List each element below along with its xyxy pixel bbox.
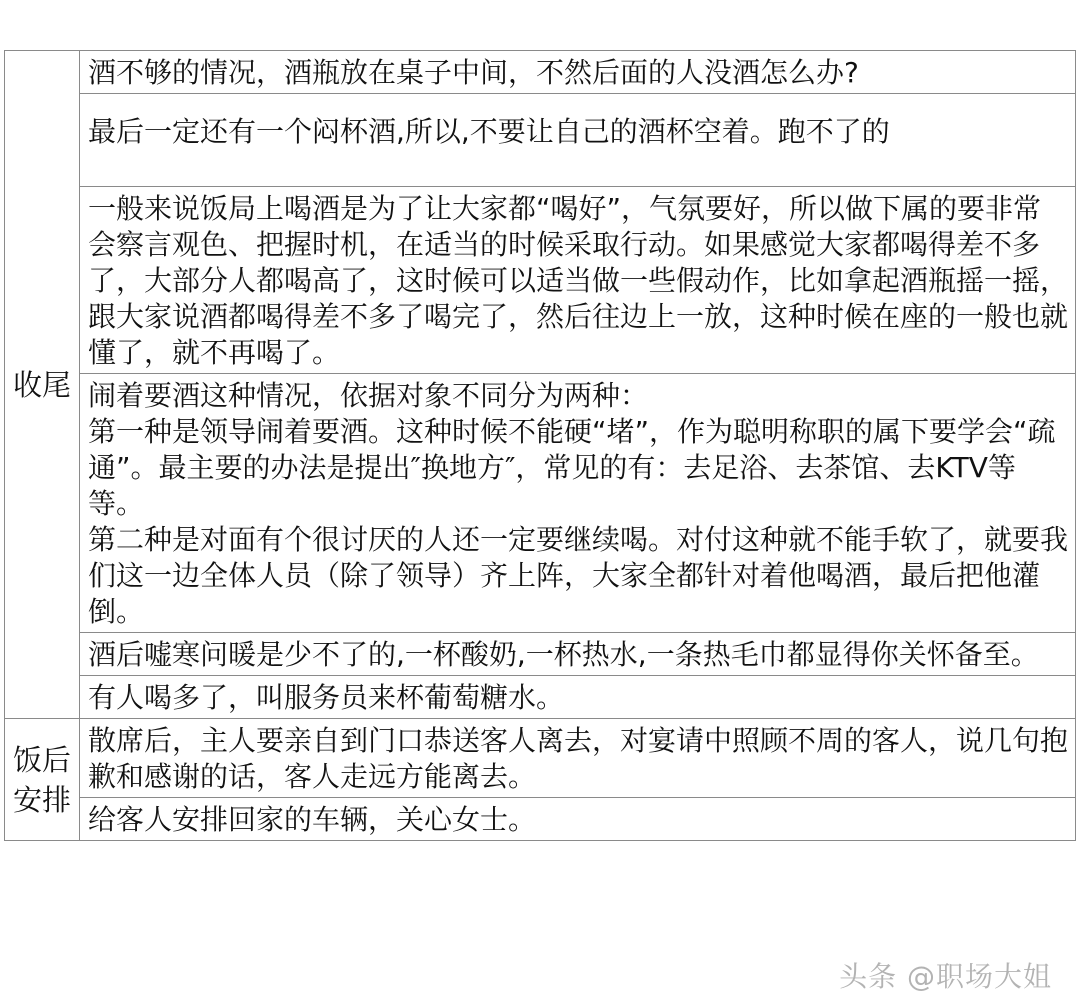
table-row xyxy=(5,187,1076,374)
table-cell: 有人喝多了，叫服务员来杯葡萄糖水。 xyxy=(80,676,1076,719)
table-row xyxy=(5,633,1076,676)
table-row xyxy=(5,676,1076,719)
table-row xyxy=(5,374,1076,633)
etiquette-table xyxy=(4,50,1076,841)
table-cell: 酒不够的情况，酒瓶放在桌子中间，不然后面的人没酒怎么办? xyxy=(80,51,1076,94)
table-cell: 给客人安排回家的车辆，关心女士。 xyxy=(80,798,1076,841)
table-cell: 最后一定还有一个闷杯酒,所以,不要让自己的酒杯空着。跑不了的 xyxy=(80,94,1076,187)
table-row xyxy=(5,719,1076,798)
table-cell: 酒后嘘寒问暖是少不了的,一杯酸奶,一杯热水,一条热毛巾都显得你关怀备至。 xyxy=(80,633,1076,676)
table-row xyxy=(5,51,1076,94)
category-cell-closing: 收尾 xyxy=(5,51,80,719)
table-cell: 闹着要酒这种情况，依据对象不同分为两种： 第一种是领导闹着要酒。这种时候不能硬“堵”，作为聪明称职的属下要学会“疏通”。最主要的办法是提出″换地方″，常见的有：去足浴、去茶馆、去KTV等等。 第二种是对面有个很讨厌的人还一定要继续喝。对付这种就不能手软了，就要我们这一边全体人员（除了领导）齐上阵，大家全都针对着他喝酒，最后把他灌倒。 xyxy=(80,374,1076,633)
table-cell: 散席后，主人要亲自到门口恭送客人离去，对宴请中照顾不周的客人，说几句抱歉和感谢的话，客人走远方能离去。 xyxy=(80,719,1076,798)
table-cell: 一般来说饭局上喝酒是为了让大家都“喝好”，气氛要好，所以做下属的要非常会察言观色、把握时机，在适当的时候采取行动。如果感觉大家都喝得差不多了，大部分人都喝高了，这时候可以适当做一些假动作，比如拿起酒瓶摇一摇，跟大家说酒都喝得差不多了喝完了，然后往边上一放，这种时候在座的一般也就懂了，就不再喝了。 xyxy=(80,187,1076,374)
watermark: 头条 @职场大姐 xyxy=(839,960,1052,993)
table-row xyxy=(5,798,1076,841)
table-row xyxy=(5,94,1076,187)
category-cell-after-meal: 饭后安排 xyxy=(5,719,80,841)
